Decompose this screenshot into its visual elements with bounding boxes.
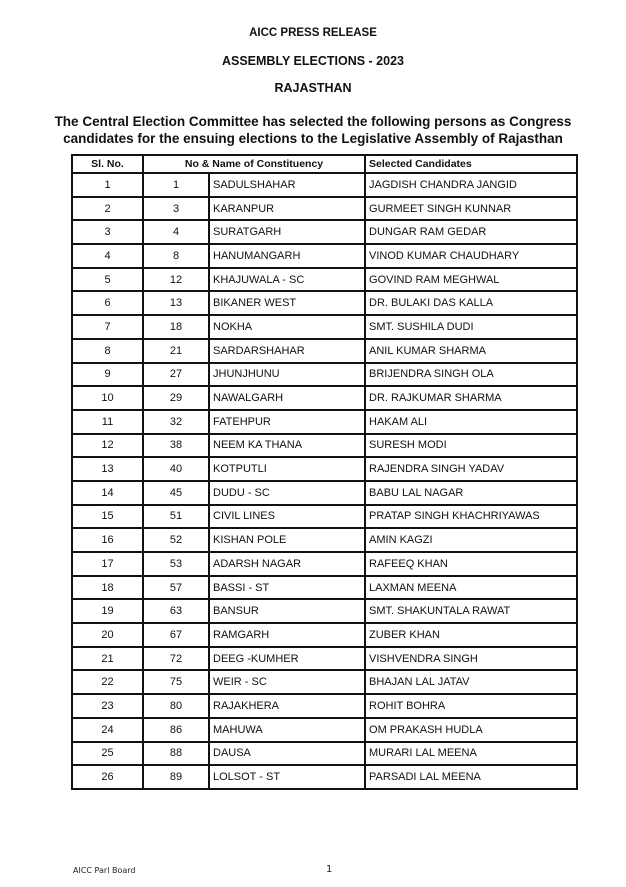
sl-no-cell: 4 [72,244,143,268]
sl-no-cell: 1 [72,173,143,197]
constituency-number-cell: 40 [143,457,209,481]
table-row [72,315,577,339]
candidate-name-cell: MURARI LAL MEENA [365,742,577,766]
table-row [72,268,577,292]
constituency-number-cell: 13 [143,291,209,315]
constituency-number-cell: 18 [143,315,209,339]
constituency-name-cell: NAWALGARH [209,386,365,410]
candidate-name-cell: VINOD KUMAR CHAUDHARY [365,244,577,268]
constituency-number-cell: 21 [143,339,209,363]
sl-no-cell: 7 [72,315,143,339]
sl-no-cell: 19 [72,599,143,623]
sl-no-cell: 16 [72,528,143,552]
candidate-name-cell: RAFEEQ KHAN [365,552,577,576]
constituency-name-cell: DAUSA [209,742,365,766]
candidate-name-cell: PRATAP SINGH KHACHRIYAWAS [365,505,577,529]
constituency-name-cell: NOKHA [209,315,365,339]
header-candidates: Selected Candidates [365,155,577,173]
constituency-number-cell: 29 [143,386,209,410]
candidate-name-cell: BABU LAL NAGAR [365,481,577,505]
table-row [72,718,577,742]
sl-no-cell: 13 [72,457,143,481]
sl-no-cell: 11 [72,410,143,434]
constituency-number-cell: 53 [143,552,209,576]
sl-no-cell: 12 [72,434,143,458]
constituency-name-cell: SURATGARH [209,220,365,244]
constituency-number-cell: 32 [143,410,209,434]
table-row [72,647,577,671]
candidate-name-cell: HAKAM ALI [365,410,577,434]
table-row [72,670,577,694]
table-header-row [72,155,577,173]
candidate-name-cell: SURESH MODI [365,434,577,458]
constituency-number-cell: 45 [143,481,209,505]
sl-no-cell: 14 [72,481,143,505]
candidate-name-cell: AMIN KAGZI [365,528,577,552]
candidate-name-cell: ROHIT BOHRA [365,694,577,718]
table-row [72,291,577,315]
intro-paragraph [0,113,626,147]
constituency-number-cell: 75 [143,670,209,694]
table-row [72,599,577,623]
sl-no-cell: 8 [72,339,143,363]
table-row [72,623,577,647]
table-row [72,410,577,434]
constituency-name-cell: BANSUR [209,599,365,623]
constituency-name-cell: BASSI - ST [209,576,365,600]
constituency-name-cell: JHUNJHUNU [209,363,365,387]
sl-no-cell: 10 [72,386,143,410]
candidate-name-cell: SMT. SUSHILA DUDI [365,315,577,339]
constituency-number-cell: 80 [143,694,209,718]
constituency-number-cell: 57 [143,576,209,600]
constituency-number-cell: 38 [143,434,209,458]
table-row [72,505,577,529]
candidate-name-cell: VISHVENDRA SINGH [365,647,577,671]
header-sl-no: Sl. No. [72,155,143,173]
candidate-name-cell: GURMEET SINGH KUNNAR [365,197,577,221]
constituency-name-cell: MAHUWA [209,718,365,742]
constituency-name-cell: KISHAN POLE [209,528,365,552]
candidate-name-cell: JAGDISH CHANDRA JANGID [365,173,577,197]
table-row [72,197,577,221]
candidate-name-cell: BRIJENDRA SINGH OLA [365,363,577,387]
election-title: ASSEMBLY ELECTIONS - 2023 [221,54,404,68]
sl-no-cell: 17 [72,552,143,576]
sl-no-cell: 5 [72,268,143,292]
table-row [72,173,577,197]
constituency-number-cell: 8 [143,244,209,268]
constituency-name-cell: RAMGARH [209,623,365,647]
sl-no-cell: 20 [72,623,143,647]
table-row [72,220,577,244]
sl-no-cell: 26 [72,765,143,789]
candidate-name-cell: BHAJAN LAL JATAV [365,670,577,694]
sl-no-cell: 2 [72,197,143,221]
candidate-name-cell: ANIL KUMAR SHARMA [365,339,577,363]
constituency-number-cell: 89 [143,765,209,789]
constituency-name-cell: KARANPUR [209,197,365,221]
sl-no-cell: 21 [72,647,143,671]
intro-line-1: The Central Election Committee has selected the following persons as Congress [54,114,572,129]
constituency-name-cell: LOLSOT - ST [209,765,365,789]
table-row [72,386,577,410]
table-row [72,457,577,481]
constituency-number-cell: 52 [143,528,209,552]
constituency-name-cell: WEIR - SC [209,670,365,694]
constituency-number-cell: 86 [143,718,209,742]
table-row [72,742,577,766]
constituency-name-cell: RAJAKHERA [209,694,365,718]
page-number: 1 [326,864,333,875]
candidate-name-cell: DR. BULAKI DAS KALLA [365,291,577,315]
header-constituency: No & Name of Constituency [143,155,365,173]
candidate-name-cell: ZUBER KHAN [365,623,577,647]
table-row [72,363,577,387]
table-row [72,339,577,363]
constituency-number-cell: 12 [143,268,209,292]
table-row [72,694,577,718]
constituency-name-cell: SARDARSHAHAR [209,339,365,363]
candidate-name-cell: RAJENDRA SINGH YADAV [365,457,577,481]
candidate-name-cell: OM PRAKASH HUDLA [365,718,577,742]
candidate-name-cell: SMT. SHAKUNTALA RAWAT [365,599,577,623]
constituency-name-cell: KHAJUWALA - SC [209,268,365,292]
constituency-name-cell: KOTPUTLI [209,457,365,481]
candidate-name-cell: DR. RAJKUMAR SHARMA [365,386,577,410]
constituency-number-cell: 72 [143,647,209,671]
candidate-name-cell: DUNGAR RAM GEDAR [365,220,577,244]
constituency-number-cell: 27 [143,363,209,387]
constituency-number-cell: 67 [143,623,209,647]
table-row [72,434,577,458]
constituency-number-cell: 51 [143,505,209,529]
footer-board-name: AICC Parl Board [73,866,136,875]
constituency-number-cell: 63 [143,599,209,623]
sl-no-cell: 6 [72,291,143,315]
sl-no-cell: 25 [72,742,143,766]
constituency-name-cell: FATEHPUR [209,410,365,434]
table-row [72,765,577,789]
constituency-name-cell: HANUMANGARH [209,244,365,268]
table-row [72,244,577,268]
candidate-name-cell: PARSADI LAL MEENA [365,765,577,789]
constituency-name-cell: SADULSHAHAR [209,173,365,197]
constituency-name-cell: DEEG -KUMHER [209,647,365,671]
candidate-name-cell: GOVIND RAM MEGHWAL [365,268,577,292]
constituency-number-cell: 4 [143,220,209,244]
table-row [72,576,577,600]
candidate-name-cell: LAXMAN MEENA [365,576,577,600]
constituency-name-cell: NEEM KA THANA [209,434,365,458]
constituency-name-cell: BIKANER WEST [209,291,365,315]
table-row [72,528,577,552]
intro-line-2: candidates for the ensuing elections to the Legislative Assembly of Rajasthan [63,131,563,146]
table-row [72,481,577,505]
press-release-label: AICC PRESS RELEASE [249,27,377,39]
state-title: RAJASTHAN [274,81,352,95]
sl-no-cell: 23 [72,694,143,718]
candidates-table [71,154,578,790]
constituency-name-cell: CIVIL LINES [209,505,365,529]
table-row [72,552,577,576]
sl-no-cell: 3 [72,220,143,244]
sl-no-cell: 15 [72,505,143,529]
constituency-number-cell: 3 [143,197,209,221]
sl-no-cell: 18 [72,576,143,600]
sl-no-cell: 24 [72,718,143,742]
constituency-number-cell: 88 [143,742,209,766]
constituency-name-cell: ADARSH NAGAR [209,552,365,576]
constituency-number-cell: 1 [143,173,209,197]
constituency-name-cell: DUDU - SC [209,481,365,505]
sl-no-cell: 22 [72,670,143,694]
sl-no-cell: 9 [72,363,143,387]
